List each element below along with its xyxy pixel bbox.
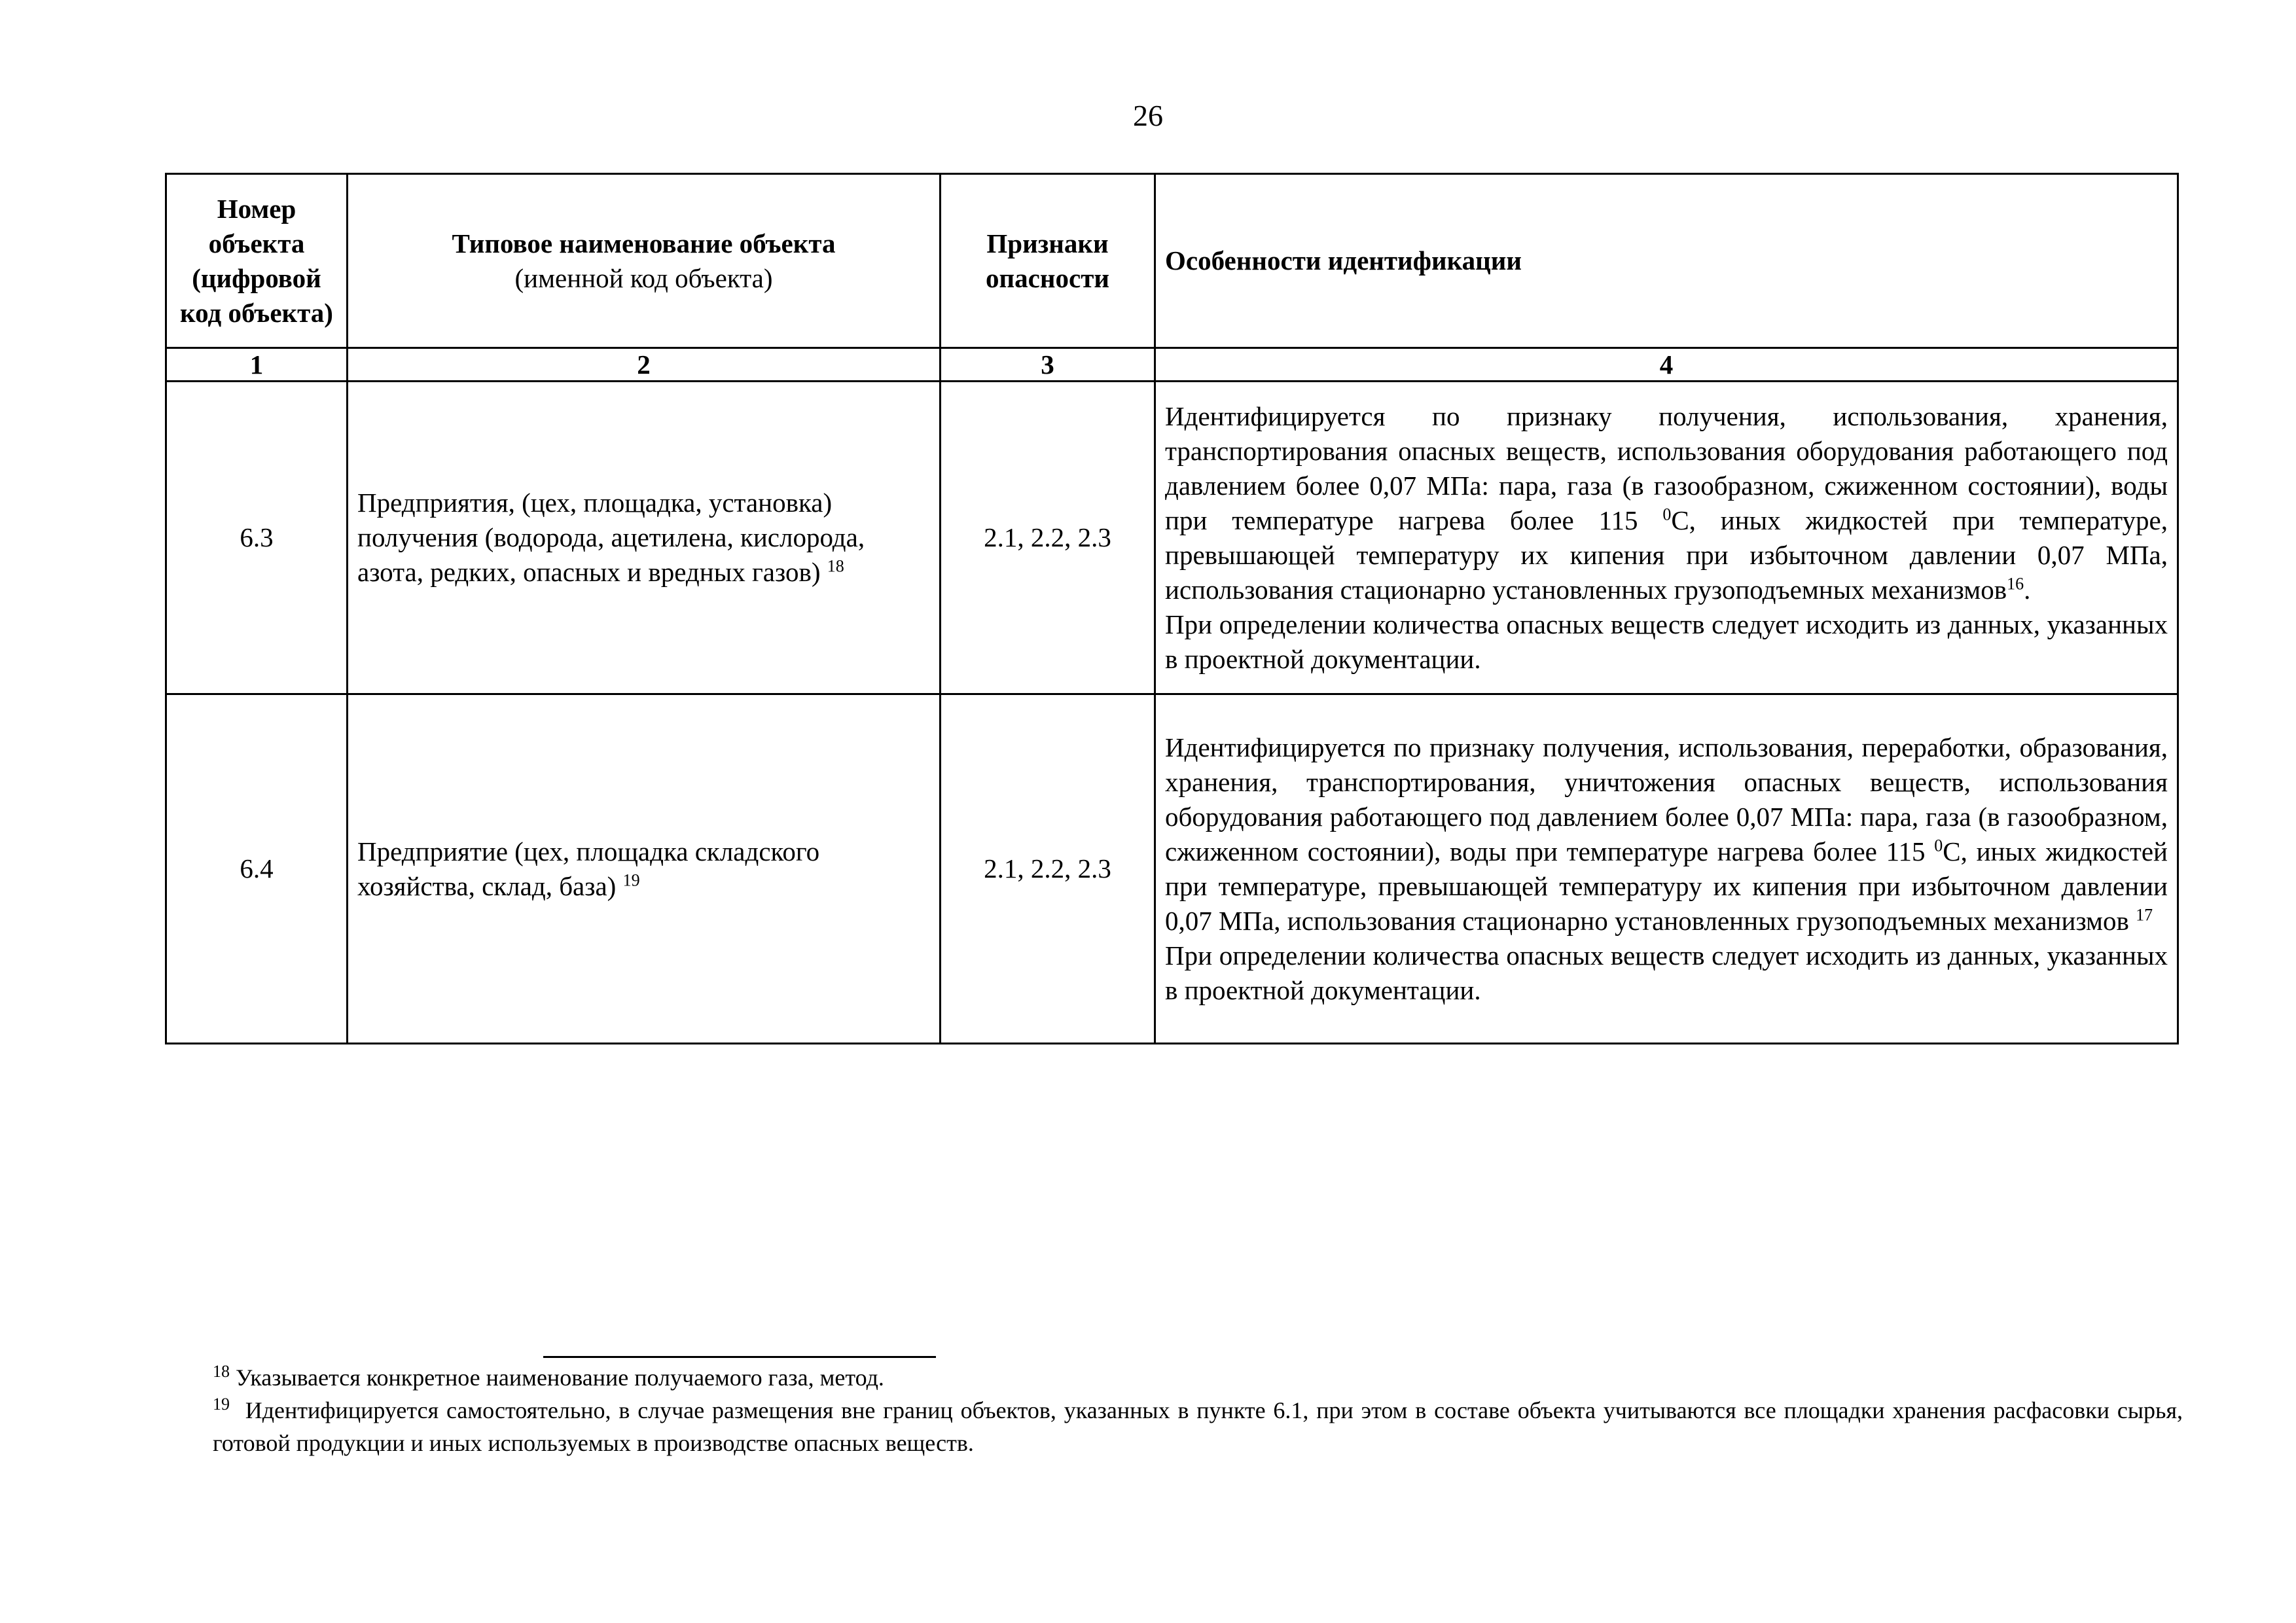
column-number: 3 — [941, 348, 1155, 382]
hazard-signs: 2.1, 2.2, 2.3 — [941, 382, 1155, 694]
footnote-ref: 16 — [2007, 573, 2024, 593]
header-object-name — [348, 174, 941, 348]
identification-main: Идентифицируется по признаку получения, использования, переработки, образования, хранения, транспортирования, уничтожения опасных веществ, использования оборудования работающего под давлением более 0,07 МПа: пара, газа (в газообразном, сжиженном состоянии), воды при температуре нагрева более 115 — [1165, 732, 2168, 866]
footnote-text: Указывается конкретное наименование получаемого газа, метод. — [236, 1364, 884, 1391]
column-number-row — [166, 348, 2178, 382]
footnote-number: 19 — [213, 1395, 230, 1414]
footnote-text: Идентифицируется самостоятельно, в случае размещения вне границ объектов, указанных в пункте 6.1, при этом в составе объекта учитываются все площадки хранения расфасовки сырья, готовой продукции и иных используемых в производстве опасных веществ. — [213, 1397, 2183, 1456]
header-hazard-signs: Признаки опасности — [941, 174, 1155, 348]
column-number: 2 — [348, 348, 941, 382]
object-name-text: Предприятие (цех, площадка складского хозяйства, склад, база) — [357, 836, 820, 901]
column-number: 4 — [1155, 348, 2178, 382]
identification-tail: С, иных жидкостей при температуре, превышающей температуру их кипения при избыточном давлении 0,07 МПа, использования стационарно установленных грузоподъемных механизмов — [1165, 505, 2168, 605]
object-number: 6.4 — [166, 694, 348, 1044]
object-name — [348, 382, 941, 694]
identification-features — [1155, 694, 2178, 1044]
footnotes — [213, 1361, 2183, 1459]
object-name — [348, 694, 941, 1044]
header-object-name-code: (именной код объекта) — [514, 262, 773, 293]
hazard-signs: 2.1, 2.2, 2.3 — [941, 694, 1155, 1044]
identification-text — [1165, 730, 2168, 938]
object-number: 6.3 — [166, 382, 348, 694]
identification-end: . — [2024, 574, 2031, 605]
header-identification-features: Особенности идентификации — [1155, 174, 2178, 348]
identification-main: Идентифицируется по признаку получения, использования, хранения, транспортирования опасных веществ, использования оборудования работающего под давлением более 0,07 МПа: пара, газа (в газообразном, сжиженном состоянии), воды при температуре нагрева более 115 — [1165, 401, 2168, 535]
table-row — [166, 382, 2178, 694]
page-number: 26 — [1133, 99, 1163, 132]
footnote — [213, 1394, 2183, 1459]
degree-mark: 0 — [1934, 835, 1943, 855]
header-object-name-bold: Типовое наименование объекта — [452, 228, 836, 259]
footnote-number: 18 — [213, 1362, 230, 1381]
identification-features — [1155, 382, 2178, 694]
identification-text — [1165, 399, 2168, 607]
identification-tail: С, иных жидкостей при температуре, превышающей температуру их кипения при избыточном давлении 0,07 МПа, использования стационарно установленных грузоподъемных механизмов — [1165, 836, 2168, 936]
footnote — [213, 1361, 2183, 1394]
table-header-row — [166, 174, 2178, 348]
identification-note: При определении количества опасных веществ следует исходить из данных, указанных в проектной документации. — [1165, 940, 2168, 1005]
footnote-ref: 18 — [827, 556, 844, 576]
table-row — [166, 694, 2178, 1044]
identification-table — [165, 173, 2179, 1044]
footnote-ref: 19 — [622, 870, 640, 889]
object-name-text: Предприятия, (цех, площадка, установка) получения (водорода, ацетилена, кислорода, азота, редких, опасных и вредных газов) — [357, 488, 865, 587]
footnote-separator — [543, 1356, 936, 1358]
header-object-number: Номер объекта (цифровой код объекта) — [166, 174, 348, 348]
column-number: 1 — [166, 348, 348, 382]
degree-mark: 0 — [1662, 504, 1672, 524]
identification-note: При определении количества опасных веществ следует исходить из данных, указанных в проектной документации. — [1165, 609, 2168, 674]
footnote-ref: 17 — [2136, 904, 2153, 924]
